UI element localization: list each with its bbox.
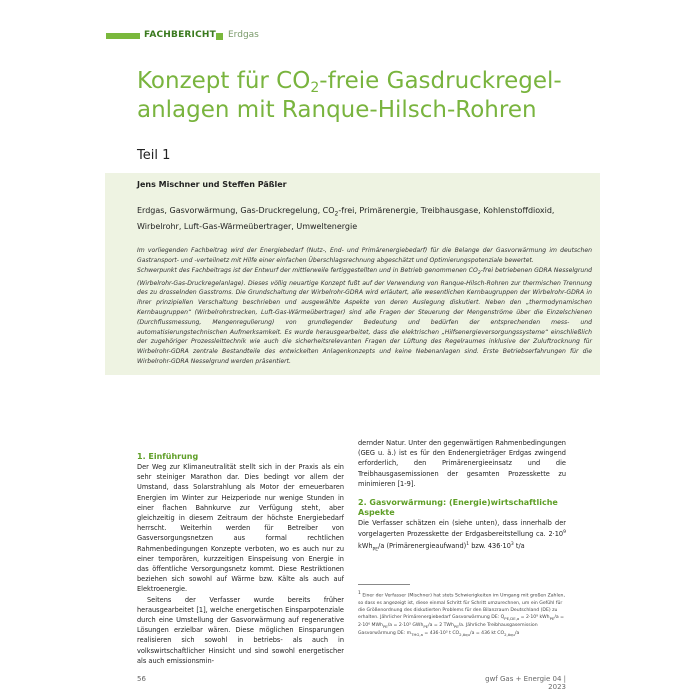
footnote: $^1$ Einer der Verfasser (Mischner) hat stets Schwierigkeiten im Umgang mit großen Zahlen, so dass es angezeigt ist, diese einmal Schritt für Schritt umzurechnen, um ein Gefühl für die Größenordnung des diskutierten Problems für den Bilanzraum Deutschland (DE) zu erhalten. Jährlicher Primärenergiebedarf Gasvorwärmung DE: $Q_{PE,DE,a} = 2\cdot 10^9$ kWh$_{PE}$/a = 2·10⁶ MWh$_{PE}$/a = 2·10³ GWh$_{PE}$/a = 2 TWh$_{PE}$/a. Jährliche Treibhausgasemission Gasvorwärmung DE: $m_{THG,a} = 436\cdot 10^3$ t $CO_{2,äqu}/a = 436$ kt $CO_{2,äqu}/a$ [358,591,565,637]
abstract-paragraph: Im vorliegenden Fachbeitrag wird der Energiebedarf (Nutz-, End- und Primärenergiebedarf) für die Belange der Gasvorwärmung im deutschen Gastransport- und -verteilnetz mit Hilfe einer einfachen Überschlagsrechnung abgeschätzt und Optimierungspotenziale bewertet. [137,247,592,264]
header-square-icon [216,33,223,40]
keywords: Erdgas, Gasvorwärmung, Gas-Druckregelung, $CO_2$-frei, Primärenergie, Treibhausgase, Kohlenstoffdioxid, Wirbelrohr, Luft-Gas-Wärmeübertrager, Umweltenergie [137,206,555,231]
body-column-right [358,438,566,555]
article-part: Teil 1 [137,148,171,163]
section-heading: 1. Einführung [137,452,199,461]
header-topic: Erdgas [228,30,259,40]
header-category: FACHBERICHT [144,30,216,40]
body-paragraph: dernder Natur. Unter den gegenwärtigen Rahmenbedingungen (GEG u. ä.) ist es für den Endenergieträger Erdgas zwingend erforderlich, den Primärenergieeinsatz und die Treibhausgasemissionen der gesamten Prozesskette zu minimieren [1-9]. [358,439,566,488]
body-paragraph: Seitens der Verfasser wurde bereits früher herausgearbeitet [1], welche energetischen Einsparpotenziale durch eine Umstellung der Gasvorwärmung auf regenerative Lösungen erzielbar wären. Diese möglichen Einsparungen realisieren sich sowohl in betriebs- als auch in volkswirtschaftlicher Hinsicht und sind sowohl energetischer als auch emissionsmin- [137,595,344,665]
article-title-line2: anlagen mit Ranque-Hilsch-Rohren [137,97,537,123]
section-heading: 2. Gasvorwärmung: (Energie)wirtschaftliche Aspekte [358,498,558,518]
article-title-line1: Konzept für $CO_2$-freie Gasdruckregel- [137,68,562,96]
header-accent-bar [106,33,140,39]
body-column-left [137,452,344,666]
abstract [137,246,592,367]
journal-name: gwf Gas + Energie 04 | 2023 [485,675,566,691]
body-paragraph: Die Verfasser schätzen ein (siehe unten), dass innerhalb der vorgelagerten Prozesskette der Erdgasbereitstellung ca. $2\cdot 10^9$ kWh$_{PE}$/a (Primärenergieaufwand)$^1$ bzw. $436\cdot 10^3$ t/a [358,519,566,553]
abstract-paragraph: Schwerpunkt des Fachbeitrags ist der Entwurf der mittlerweile fertiggestellten und in Betrieb genommenen $CO_2$-frei betriebenen GDRA Nesselgrund (Wirbelrohr-Gas-Druckregelanlage). Dieses völlig neuartige Konzept fußt auf der Verwendung von Ranque-Hilsch-Rohren zur thermischen Trennung des zu drosselnden Gasstroms. Die Grundschaltung der Wirbelrohr-GDRA wird erläutert, alle wesentlichen Kernbaugruppen der Wirbelrohr-GDRA in ihrer prinzipiellen Verschaltung beschrieben und ausgewählte Aspekte von deren Auslegung diskutiert. Neben den „thermodynamischen Kernbaugruppen“ (Wirbelrohrstrecken, Luft-Gas-Wärmeübertrager) sind alle Fragen der Steuerung der Mengenströme über die Einzelschienen (Durchflussmessung, Mengenregulierung) von grundlegender Bedeutung und bedürfen der entsprechenden mess- und automatisierungstechnischen Aufmerksamkeit. Es wurde herausgearbeitet, dass die elektrischen „Hilfsenergieversorgungssysteme“ einschließlich der zugehöriger Prozessleittechnik wie auch die sicherheitsrelevanten Fragen der Lüftung des Regelraumes inklusive der Zuluftrocknung für Wirbelrohr-GDRA zentrale Bestandteile des entwickelten Anlagenkonzepts und keine Nebenanlagen sind. Erste Betriebserfahrungen für die Wirbelrohr-GDRA Nesselgrund werden präsentiert. [137,266,592,365]
page-number: 56 [137,675,146,683]
footnote-rule [358,584,410,585]
authors: Jens Mischner und Steffen Päßler [137,180,287,189]
body-paragraph: Der Weg zur Klimaneutralität stellt sich in der Praxis als ein sehr steiniger Marathon dar. Dies bedingt vor allem der Umstand, dass Solarstrahlung als Motor der erneuerbaren Energien im Winter zur Heizperiode nur wenige Stunden in einer flachen Bahnkurve zur Verfügung steht, aber gleichzeitig in diesem Zeitraum der höchste Energiebedarf herrscht. Weiterhin werden für Betreiber von Gasversorgungsnetzen aus formal rechtlichen Rahmenbedingungen Konzepte verboten, wo es auch nur zu einer temporären, kurzzeitigen Einspeisung von Energie in das öffentliche Versorgungsnetz kommt. Diese Restriktionen beziehen sich sowohl auf Wärme bzw. Kälte als auch auf Elektroenergie. [137,463,344,594]
